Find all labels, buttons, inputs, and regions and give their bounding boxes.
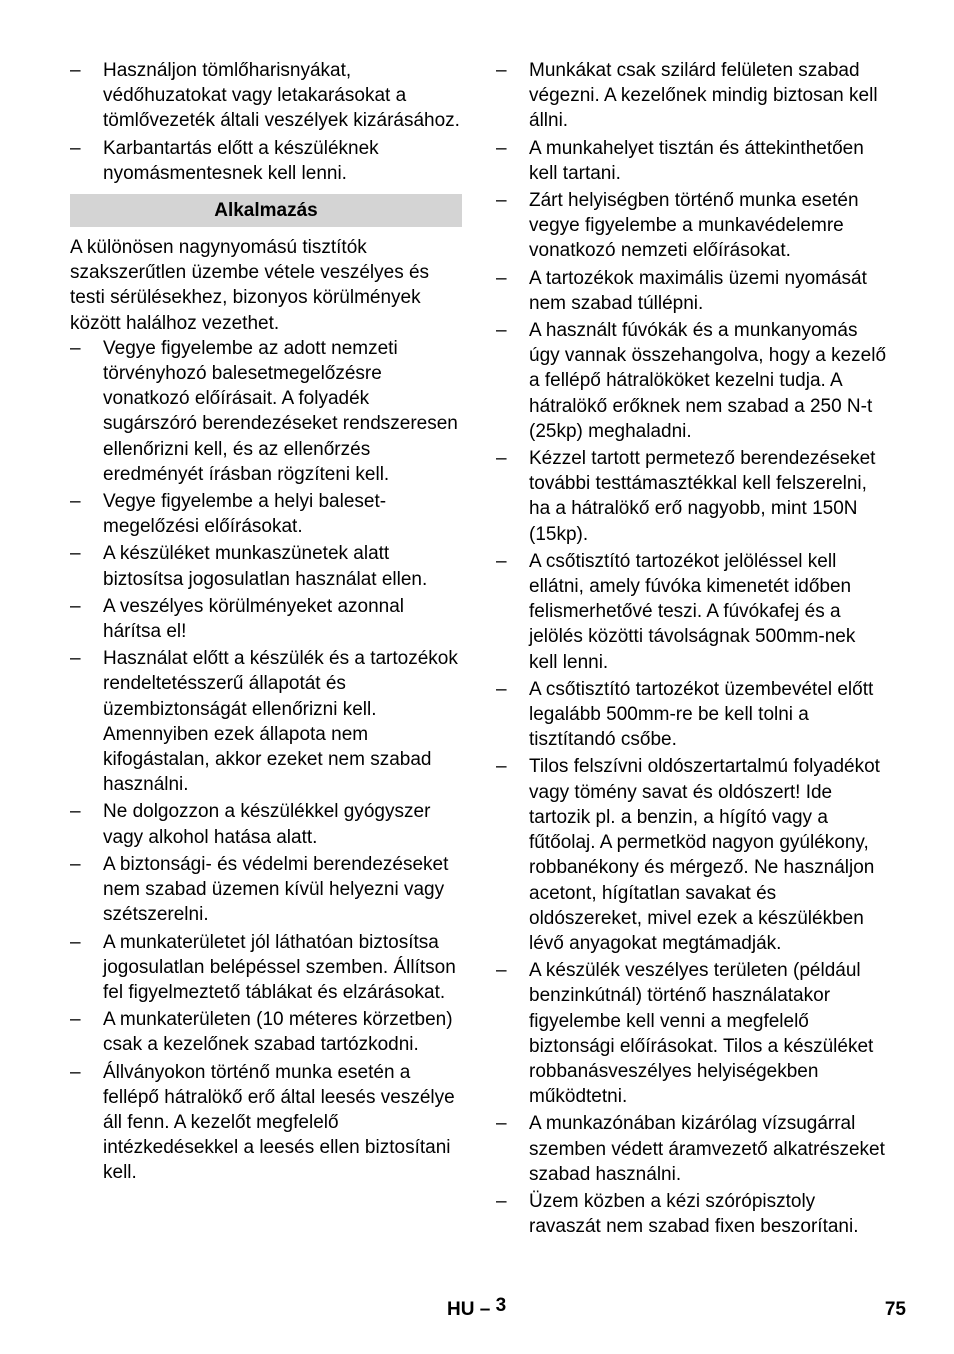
- list-item: [70, 489, 462, 539]
- list-item: [496, 677, 888, 753]
- footer-language: HU: [447, 1299, 475, 1320]
- dash-bullet: –: [70, 1009, 81, 1031]
- right-column: [496, 58, 888, 1241]
- list-item-text: A veszélyes körülményeket azonnal hárítsa el!: [103, 595, 404, 643]
- safety-list-right: [496, 58, 888, 1239]
- list-item-text: A készülék veszélyes területen (például benzinkútnál) történő használatakor figyelembe kell venni a megfelelő biztonsági előírásokat. Tilos a készüléket robbanásveszélyes helyiségekben működtetni.: [529, 960, 874, 1108]
- list-item-text: Használjon tömlőharisnyákat, védőhuzatokat vagy letakarásokat a tömlővezeték általi veszélyek kizárásához.: [103, 60, 460, 132]
- list-item: [496, 188, 888, 264]
- list-item: [70, 594, 462, 644]
- list-item-text: A csőtisztító tartozékot üzembevétel előtt legalább 500mm-re be kell tolni a tisztítandó csőbe.: [529, 678, 874, 751]
- list-item: [496, 1111, 888, 1187]
- intro-paragraph: A különösen nagynyomású tisztítók szakszerűtlen üzembe vétele veszélyes és testi sérülésekhez, bizonyos körülmények között halálhoz vezethet.: [70, 237, 430, 334]
- list-item: [70, 58, 462, 134]
- dash-bullet: –: [496, 60, 507, 81]
- intro-list: [70, 58, 462, 186]
- footer-section-number: 3: [495, 1295, 507, 1316]
- page-number: 75: [884, 1299, 906, 1320]
- dash-bullet: –: [70, 491, 81, 513]
- list-item: [496, 754, 888, 956]
- list-item: [70, 136, 462, 186]
- list-item-text: A munkaterületen (10 méteres körzetben) csak a kezelőnek szabad tartózkodni.: [103, 1009, 453, 1056]
- list-item-text: Munkákat csak szilárd felületen szabad végezni. A kezelőnek mindig biztosan kell állni.: [529, 60, 878, 132]
- dash-bullet: –: [496, 1190, 507, 1212]
- dash-bullet: –: [496, 1113, 507, 1135]
- list-item-text: Használat előtt a készülék és a tartozékok rendeltetésszerű állapotát és üzembiztonságát ellenőrizni kell. Amennyiben ezek állapota nem kifogástalan, akkor ezeket nem szabad használni.: [103, 648, 458, 796]
- list-item-text: A készüléket munkaszünetek alatt biztosítsa jogosulatlan használat ellen.: [103, 543, 428, 590]
- list-item-text: A munkazónában kizárólag vízsugárral szemben védett áramvezető alkatrészeket szabad használni.: [529, 1113, 885, 1185]
- dash-bullet: –: [496, 448, 507, 470]
- dash-bullet: –: [70, 137, 81, 159]
- list-item: [496, 1189, 888, 1239]
- footer-language-label: [447, 1297, 506, 1322]
- list-item: [496, 318, 888, 444]
- dash-bullet: –: [70, 595, 81, 617]
- footer-separator: –: [479, 1299, 491, 1320]
- dash-bullet: –: [70, 648, 81, 670]
- list-item-text: A csőtisztító tartozékot jelöléssel kell ellátni, amely fúvóka kimenetét időben felismerhetővé teszi. A fúvókafej és a jelölés közötti távolságnak 500mm-nek kell lenni.: [529, 550, 856, 673]
- list-item-text: A tartozékok maximális üzemi nyomását nem szabad túllépni.: [529, 267, 867, 314]
- dash-bullet: –: [70, 931, 81, 953]
- dash-bullet: –: [70, 337, 81, 359]
- left-column: [70, 58, 462, 1188]
- dash-bullet: –: [70, 801, 81, 823]
- list-item-text: Tilos felszívni oldószertartalmú folyadékot vagy tömény savat és oldószert! Ide tartozik pl. a benzin, a hígító vagy a fűtőolaj. A permetköd nagyon gyúlékony, robbanékony és mérgező. Ne használjon acetont, hígítatlan savakat és oldószereket, mivel ezek a készülékben lévő anyagokat megtámadják.: [529, 756, 880, 954]
- list-item-text: Vegye figyelembe az adott nemzeti törvényhozó balesetmegelőzésre vonatkozó előírásait. A folyadék sugárszóró berendezéseket rendszeresen ellenőrizni kell, és az ellenőrzés eredményét írásban rögzíteni kell.: [103, 337, 458, 485]
- dash-bullet: –: [496, 320, 507, 342]
- section-heading: Alkalmazás: [70, 194, 462, 227]
- dash-bullet: –: [496, 550, 507, 572]
- list-item-text: Vegye figyelembe a helyi baleset-megelőzési előírásokat.: [103, 491, 387, 538]
- list-item-text: Ne dolgozzon a készülékkel gyógyszer vagy alkohol hatása alatt.: [103, 801, 431, 848]
- list-item: [70, 852, 462, 928]
- list-item: [70, 646, 462, 797]
- safety-list-left: [70, 336, 462, 1186]
- list-item: [70, 541, 462, 591]
- list-item-text: A használt fúvókák és a munkanyomás úgy vannak összehangolva, hogy a kezelő a fellépő hátralököket kezelni tudja. A hátralökő erőknek nem szabad a 250 N-t (25kp) meghaladni.: [529, 320, 887, 442]
- dash-bullet: –: [70, 543, 81, 565]
- list-item-text: Zárt helyiségben történő munka esetén vegye figyelembe a munkavédelemre vonatkozó nemzeti előírásokat.: [529, 190, 859, 262]
- list-item-text: A munkaterületet jól láthatóan biztosítsa jogosulatlan belépéssel szemben. Állítson fel figyelmeztető táblákat és elzárásokat.: [103, 931, 456, 1003]
- list-item: [70, 930, 462, 1006]
- list-item: [496, 266, 888, 316]
- list-item: [70, 1060, 462, 1186]
- list-item: [496, 136, 888, 186]
- dash-bullet: –: [70, 60, 81, 81]
- dash-bullet: –: [496, 137, 507, 159]
- list-item-text: A biztonsági- és védelmi berendezéseket nem szabad üzemen kívül helyezni vagy szétszerelni.: [103, 853, 449, 926]
- list-item: [496, 446, 888, 547]
- list-item: [496, 549, 888, 675]
- dash-bullet: –: [496, 267, 507, 289]
- dash-bullet: –: [496, 756, 507, 778]
- list-item: [70, 799, 462, 849]
- dash-bullet: –: [496, 678, 507, 700]
- list-item-text: Állványokon történő munka esetén a fellépő hátralökő erő által leesés veszélye áll fenn. A kezelőt megfelelő intézkedésekkel a leesés ellen biztosítani kell.: [103, 1061, 455, 1184]
- list-item-text: A munkahelyet tisztán és áttekinthetően kell tartani.: [529, 137, 864, 184]
- dash-bullet: –: [70, 853, 81, 875]
- list-item: [496, 958, 888, 1109]
- list-item-text: Üzem közben a kézi szórópisztoly ravaszát nem szabad fixen beszorítani.: [529, 1190, 859, 1238]
- list-item-text: Karbantartás előtt a készüléknek nyomásmentesnek kell lenni.: [103, 137, 379, 184]
- dash-bullet: –: [70, 1061, 81, 1083]
- list-item-text: Kézzel tartott permetező berendezéseket további testtámasztékkal kell felszerelni, ha a hátralökő erő nagyobb, mint 150N (15kp).: [529, 448, 876, 545]
- list-item: [496, 58, 888, 134]
- list-item: [70, 336, 462, 487]
- dash-bullet: –: [496, 960, 507, 982]
- list-item: [70, 1007, 462, 1057]
- dash-bullet: –: [496, 190, 507, 212]
